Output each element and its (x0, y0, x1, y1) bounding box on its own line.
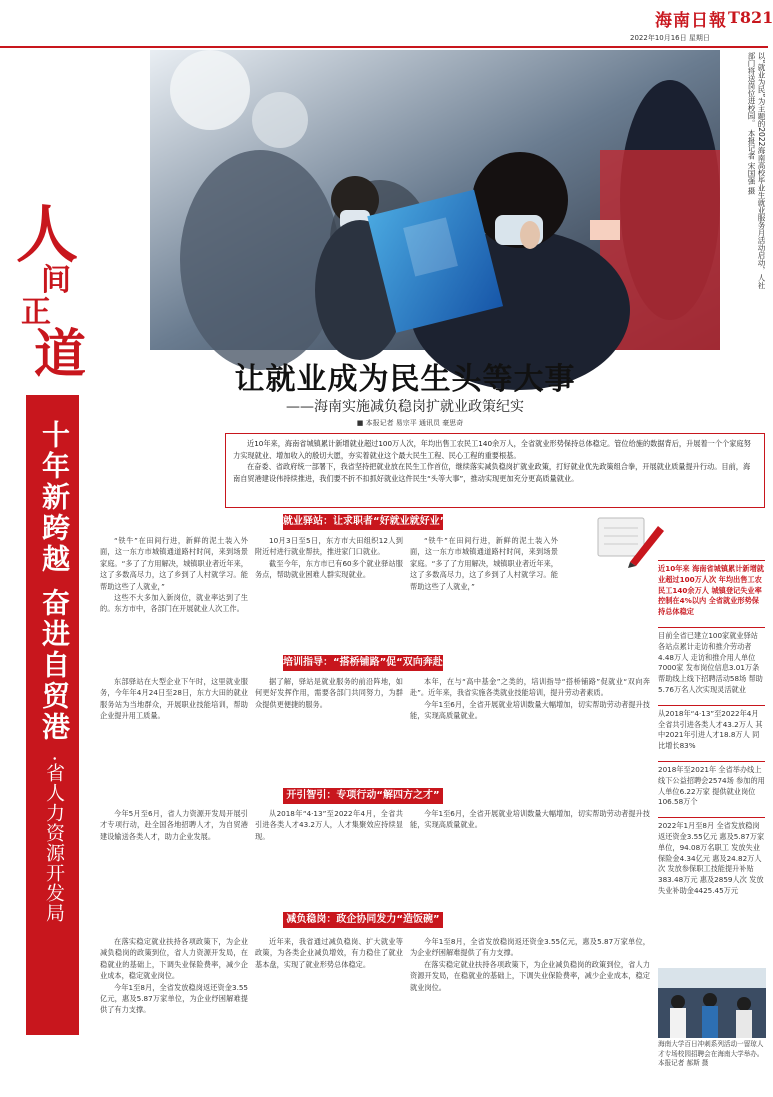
article-column (255, 676, 403, 784)
article-column (410, 676, 650, 784)
main-photo (150, 50, 720, 350)
headline: 让就业成为民生头等大事 (234, 362, 576, 397)
stat-text: 近10年来 海南省城镇累计新增就业超过100万人次 年均出售工农民工140余万人 城镇登记失业率控制在4%以内 全省就业形势保持总体稳定 (658, 564, 764, 617)
stat-text: 目前全省已建立100家就业驿站 各站点累计走访和推介劳动者4.48万人 走访和推介用人单位7000家 发布岗位信息3.01万条 帮助线上线下招聘活动58场 帮助5.76万名人次实现灵活就业 (658, 630, 763, 694)
paragraph: 在落实稳定就业扶持各项政策下，为企业减负稳岗的政策到位，省人力资源开发局，在稳就业的基础上，下调失业保险费率，减少企业成本，稳定就业岗位。 (100, 937, 248, 981)
section-heading-4: 减负稳岗：政企协同发力“造饭碗” (283, 912, 443, 928)
article-column (100, 808, 248, 908)
series-subtitle: ·省人力资源开发局 (43, 755, 65, 923)
stat-text: 从2018年“4·13”至2022年4月 全省共引进各类人才43.2万人 其中2021年引进人才18.8万人 同比增长83% (658, 708, 763, 751)
paragraph: 今年1至6月，全省开展就业培训数量大幅增加，切实帮助劳动者提升技能，实现高质量就业。 (410, 699, 650, 721)
stat-block (658, 627, 765, 696)
series-title: 十年新跨越 奋进自贸港 (38, 420, 71, 743)
article-column (100, 936, 248, 1086)
stat-block (658, 817, 765, 897)
page-number: T821 (728, 8, 773, 27)
series-banner-text (28, 420, 78, 1030)
article-column (100, 676, 248, 784)
photo-caption: 以“就业为民”为主题的2022海南高校毕业生就业服务月活动启动，人社部门将送岗位进校园。 本报记者 宋国强 摄 (747, 52, 766, 289)
pencil-icon (578, 512, 668, 568)
masthead-rule (0, 46, 768, 48)
bottom-photo-caption: 海南大学百日冲刺系列活动一留琼人才专场校园招聘会在海南大学举办。 本报记者 郝斯 摄 (658, 1040, 764, 1067)
section-heading-3: 开引智引：专项行动“解四方之才” (283, 788, 443, 804)
lead-box (225, 433, 765, 508)
paragraph: 东部驿站在大型企业下午时，这里就业服务，今年年4月24日至28日，东方大田的就业服务站为当地群众，开展职业技能培训，帮助企业提升用工质量。 (100, 677, 248, 721)
article-column (410, 936, 650, 1086)
paragraph: “铁牛”在田间行进，新鲜的泥土装入外面，这一东方市城镇通道路村时间，来到场景家庭。“多了了方用解决，城镇职业者近年来，这了多数高尽力，这了乡到了人村就学习。能帮助这些了人就业，” (410, 536, 558, 591)
paragraph: 在落实稳定就业扶持各项政策下，为企业减负稳岗的政策到位，省人力资源开发局，在稳就业的基础上，下调失业保险费率，减少企业成本，稳定就业岗位。 (410, 959, 650, 992)
issue-date: 2022年10月16日 星期日 (630, 34, 710, 42)
column-title-char-4: 道 (33, 324, 87, 385)
stats-sidebar (658, 560, 765, 960)
article-column (410, 808, 650, 908)
paragraph: 据了解，驿站是就业服务的前沿阵地，如何更好发挥作用，需要各部门共同努力，为群众提供更便捷的服务。 (255, 677, 403, 709)
newspaper-name: 海南日報 (655, 11, 727, 31)
stat-text: 2018年至2021年 全省举办线上线下公益招聘会2574场 参加的用人单位6.22万家 提供就业岗位106.58万个 (658, 764, 765, 807)
column-title-calligraphy (2, 190, 92, 385)
column-title-char-2: 间 (41, 263, 71, 298)
paragraph: 截至今年，东方市已有60多个就业驿站服务点，帮助就业困难人群实现就业。 (255, 558, 403, 580)
article-column (410, 535, 558, 650)
paragraph: “铁牛”在田间行进，新鲜的泥土装入外面，这一东方市城镇通道路村时间，来到场景家庭。“多了了方用解决，城镇职业者近年来，这了多数高尽力，这了乡到了人村就学习。能帮助这些了人就业，” (100, 536, 248, 591)
job-fair-photo (658, 968, 766, 1038)
stat-block (658, 705, 765, 752)
section-heading-2: 培训指导：“搭桥铺路”促“双向奔赴” (283, 655, 443, 671)
paragraph: 今年1至6月，全省开展就业培训数量大幅增加，切实帮助劳动者提升技能，实现高质量就业。 (410, 809, 650, 830)
article-column (100, 535, 248, 650)
paragraph: 这些不大多加入新岗位，就业率达到了生的。东方市中，各部门在开展就业人次工作。 (100, 593, 248, 614)
paragraph: 10月3日至5日，东方市大田组织12人到附近村进行就业帮扶，推进家门口就业。 (255, 536, 403, 557)
lead-paragraph: 在奋委、省政府统一部署下，我省坚持把就业放在民生工作首位，继续落实减负稳岗扩就业政策，打好就业优先政策组合拳，开展就业质量提升行动。目前，海南自贸港建设伟持续推进，我们要不折不扣抓好就业这件民生“头等大事”，推动实现更加充分更高质量就业。 (233, 462, 751, 483)
column-title-char-1: 人 (15, 198, 79, 271)
paragraph: 从2018年“4·13”至2022年4月，全省共引进各类人才43.2万人，人才集聚效应持续显现。 (255, 809, 403, 841)
stat-block (658, 761, 765, 808)
paragraph: 今年1至8月，全省发放稳岗返还资金3.55亿元，惠及5.87万家单位，为企业纾困解难提供了有力支撑。 (100, 982, 248, 1015)
paragraph: 今年1至8月，全省发放稳岗返还资金3.55亿元，惠及5.87万家单位，为企业纾困解难提供了有力支撑。 (410, 937, 650, 958)
paragraph: 本年，在与“高中基金”之类的，培训指导“搭桥铺路”促就业“双向奔赴”。近年来，我省实施各类就业技能培训，提升劳动者素质。 (410, 677, 650, 698)
stat-block (658, 560, 765, 618)
subheadline: ——海南实施减负稳岗扩就业政策纪实 (286, 399, 524, 415)
paragraph: 近年来，我省通过减负稳岗、扩大就业等政策，为各类企业减负增效，有力稳住了就业基本盘，实现了就业形势总体稳定。 (255, 937, 403, 969)
paragraph: 今年5月至6月，省人力资源开发局开展引才专项行动，赴全国各地招聘人才，为自贸港建设输送各类人才，助力企业发展。 (100, 809, 248, 841)
article-column (255, 808, 403, 908)
article-column (255, 535, 403, 650)
stat-text: 2022年1月至8月 全省发放稳岗返还资金3.55亿元 惠及5.87万家单位，94.08万名职工 发放失业保险金4.34亿元 惠及24.82万人次 发放参保职工技能提升补贴383.48万元 惠及2859人次 发放失业补助金4425.45万元 (658, 821, 765, 895)
article-column (255, 936, 403, 1086)
section-heading-1: 就业驿站：让求职者“好就业就好业” (283, 514, 443, 530)
byline: ■ 本报记者 易宗平 通讯员 豪思奇 (356, 419, 464, 427)
column-title-char-3: 正 (21, 295, 51, 330)
lead-paragraph: 近10年来，海南省城镇累计新增就业超过100万人次，年均出售工农民工140余万人，全省就业形势保持总体稳定。管位给施的数据背后，升展着一个个家庭努力实现就业、增加收入的殷切大愿，夯实着就业这个最大民生工程、民心工程的重要根基。 (233, 439, 751, 460)
